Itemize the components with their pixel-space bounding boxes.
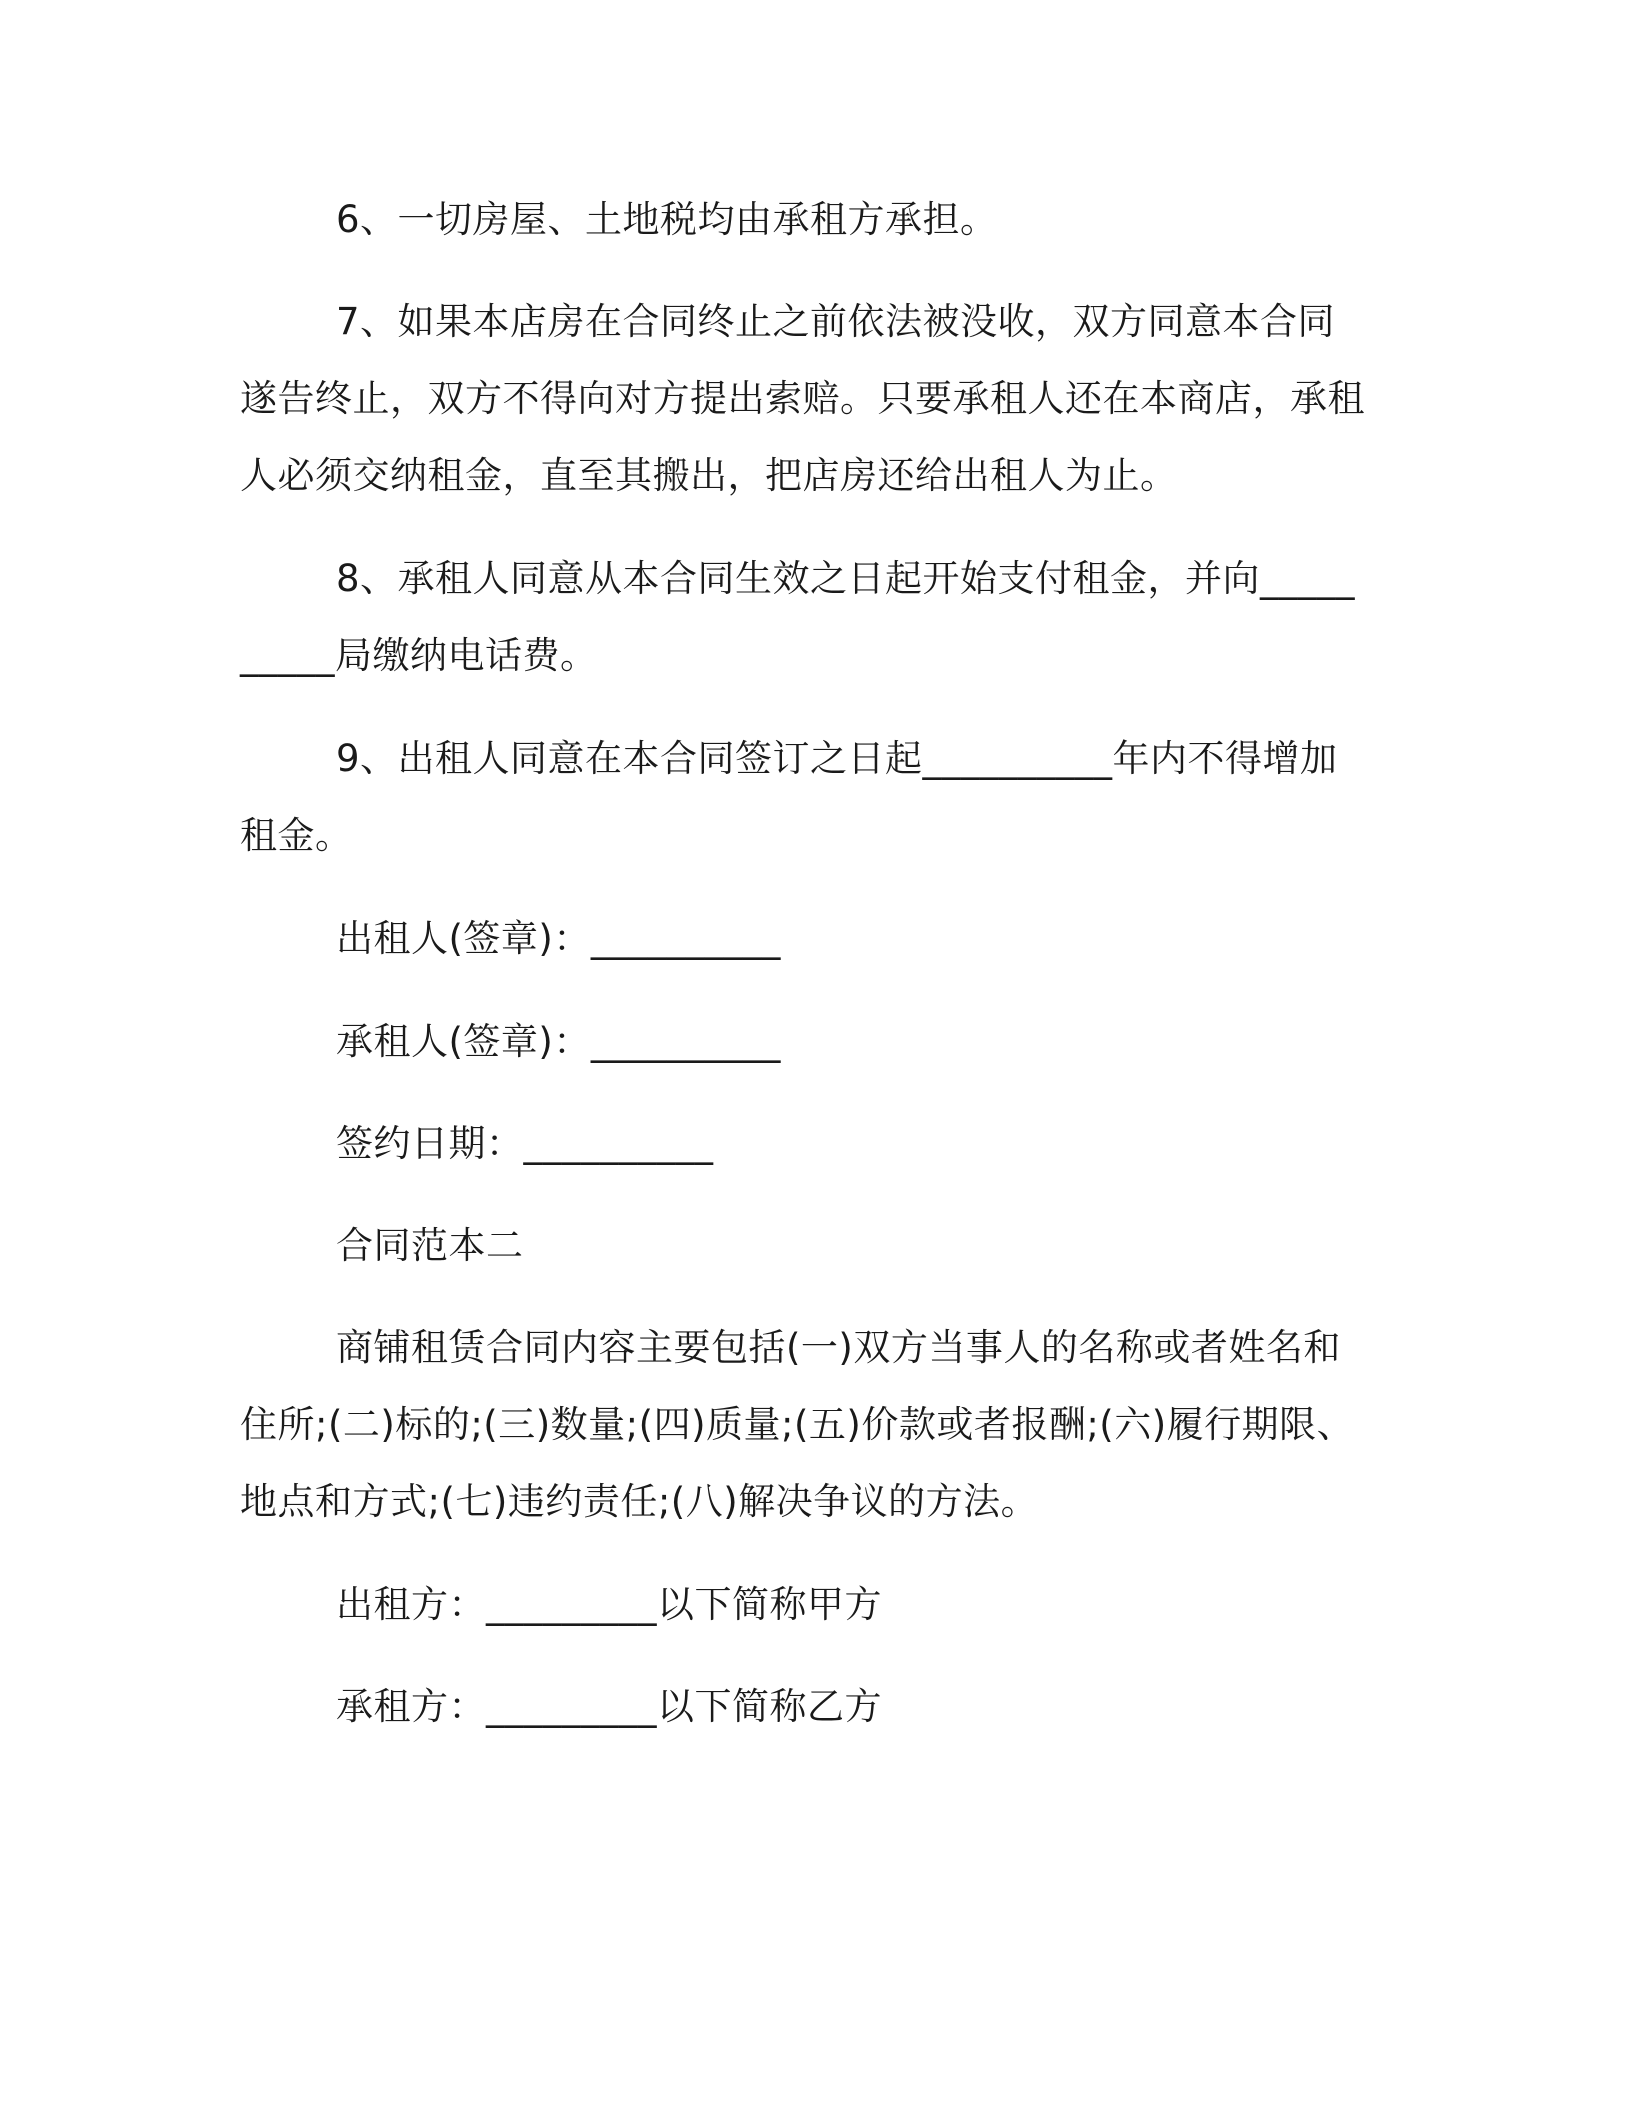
signing-date-line: 签约日期：__________ bbox=[336, 1122, 714, 1165]
clause-6: 6、一切房屋、土地税均由承租方承担。 bbox=[336, 198, 998, 241]
clause-8: 8、承租人同意从本合同生效之日起开始支付租金，并向__________局缴纳电话费。 bbox=[240, 557, 1356, 677]
section-title: 合同范本二 bbox=[336, 1224, 524, 1267]
lessee-signature-line: 承租人(签章)：__________ bbox=[336, 1020, 781, 1063]
party-b-line: 承租方：_________以下简称乙方 bbox=[336, 1685, 882, 1728]
clause-7: 7、如果本店房在合同终止之前依法被没收，双方同意本合同遂告终止，双方不得向对方提出索赔。只要承租人还在本商店，承租人必须交纳租金，直至其搬出，把店房还给出租人为止。 bbox=[240, 300, 1365, 497]
intro-paragraph: 商铺租赁合同内容主要包括(一)双方当事人的名称或者姓名和住所;(二)标的;(三)数量;(四)质量;(五)价款或者报酬;(六)履行期限、地点和方式;(七)违约责任;(八)解决争议的方法。 bbox=[240, 1326, 1355, 1523]
lessor-signature-line: 出租人(签章)：__________ bbox=[336, 917, 781, 960]
clause-9: 9、出租人同意在本合同签订之日起__________年内不得增加租金。 bbox=[240, 737, 1338, 857]
party-a-line: 出租方：_________以下简称甲方 bbox=[336, 1583, 882, 1626]
